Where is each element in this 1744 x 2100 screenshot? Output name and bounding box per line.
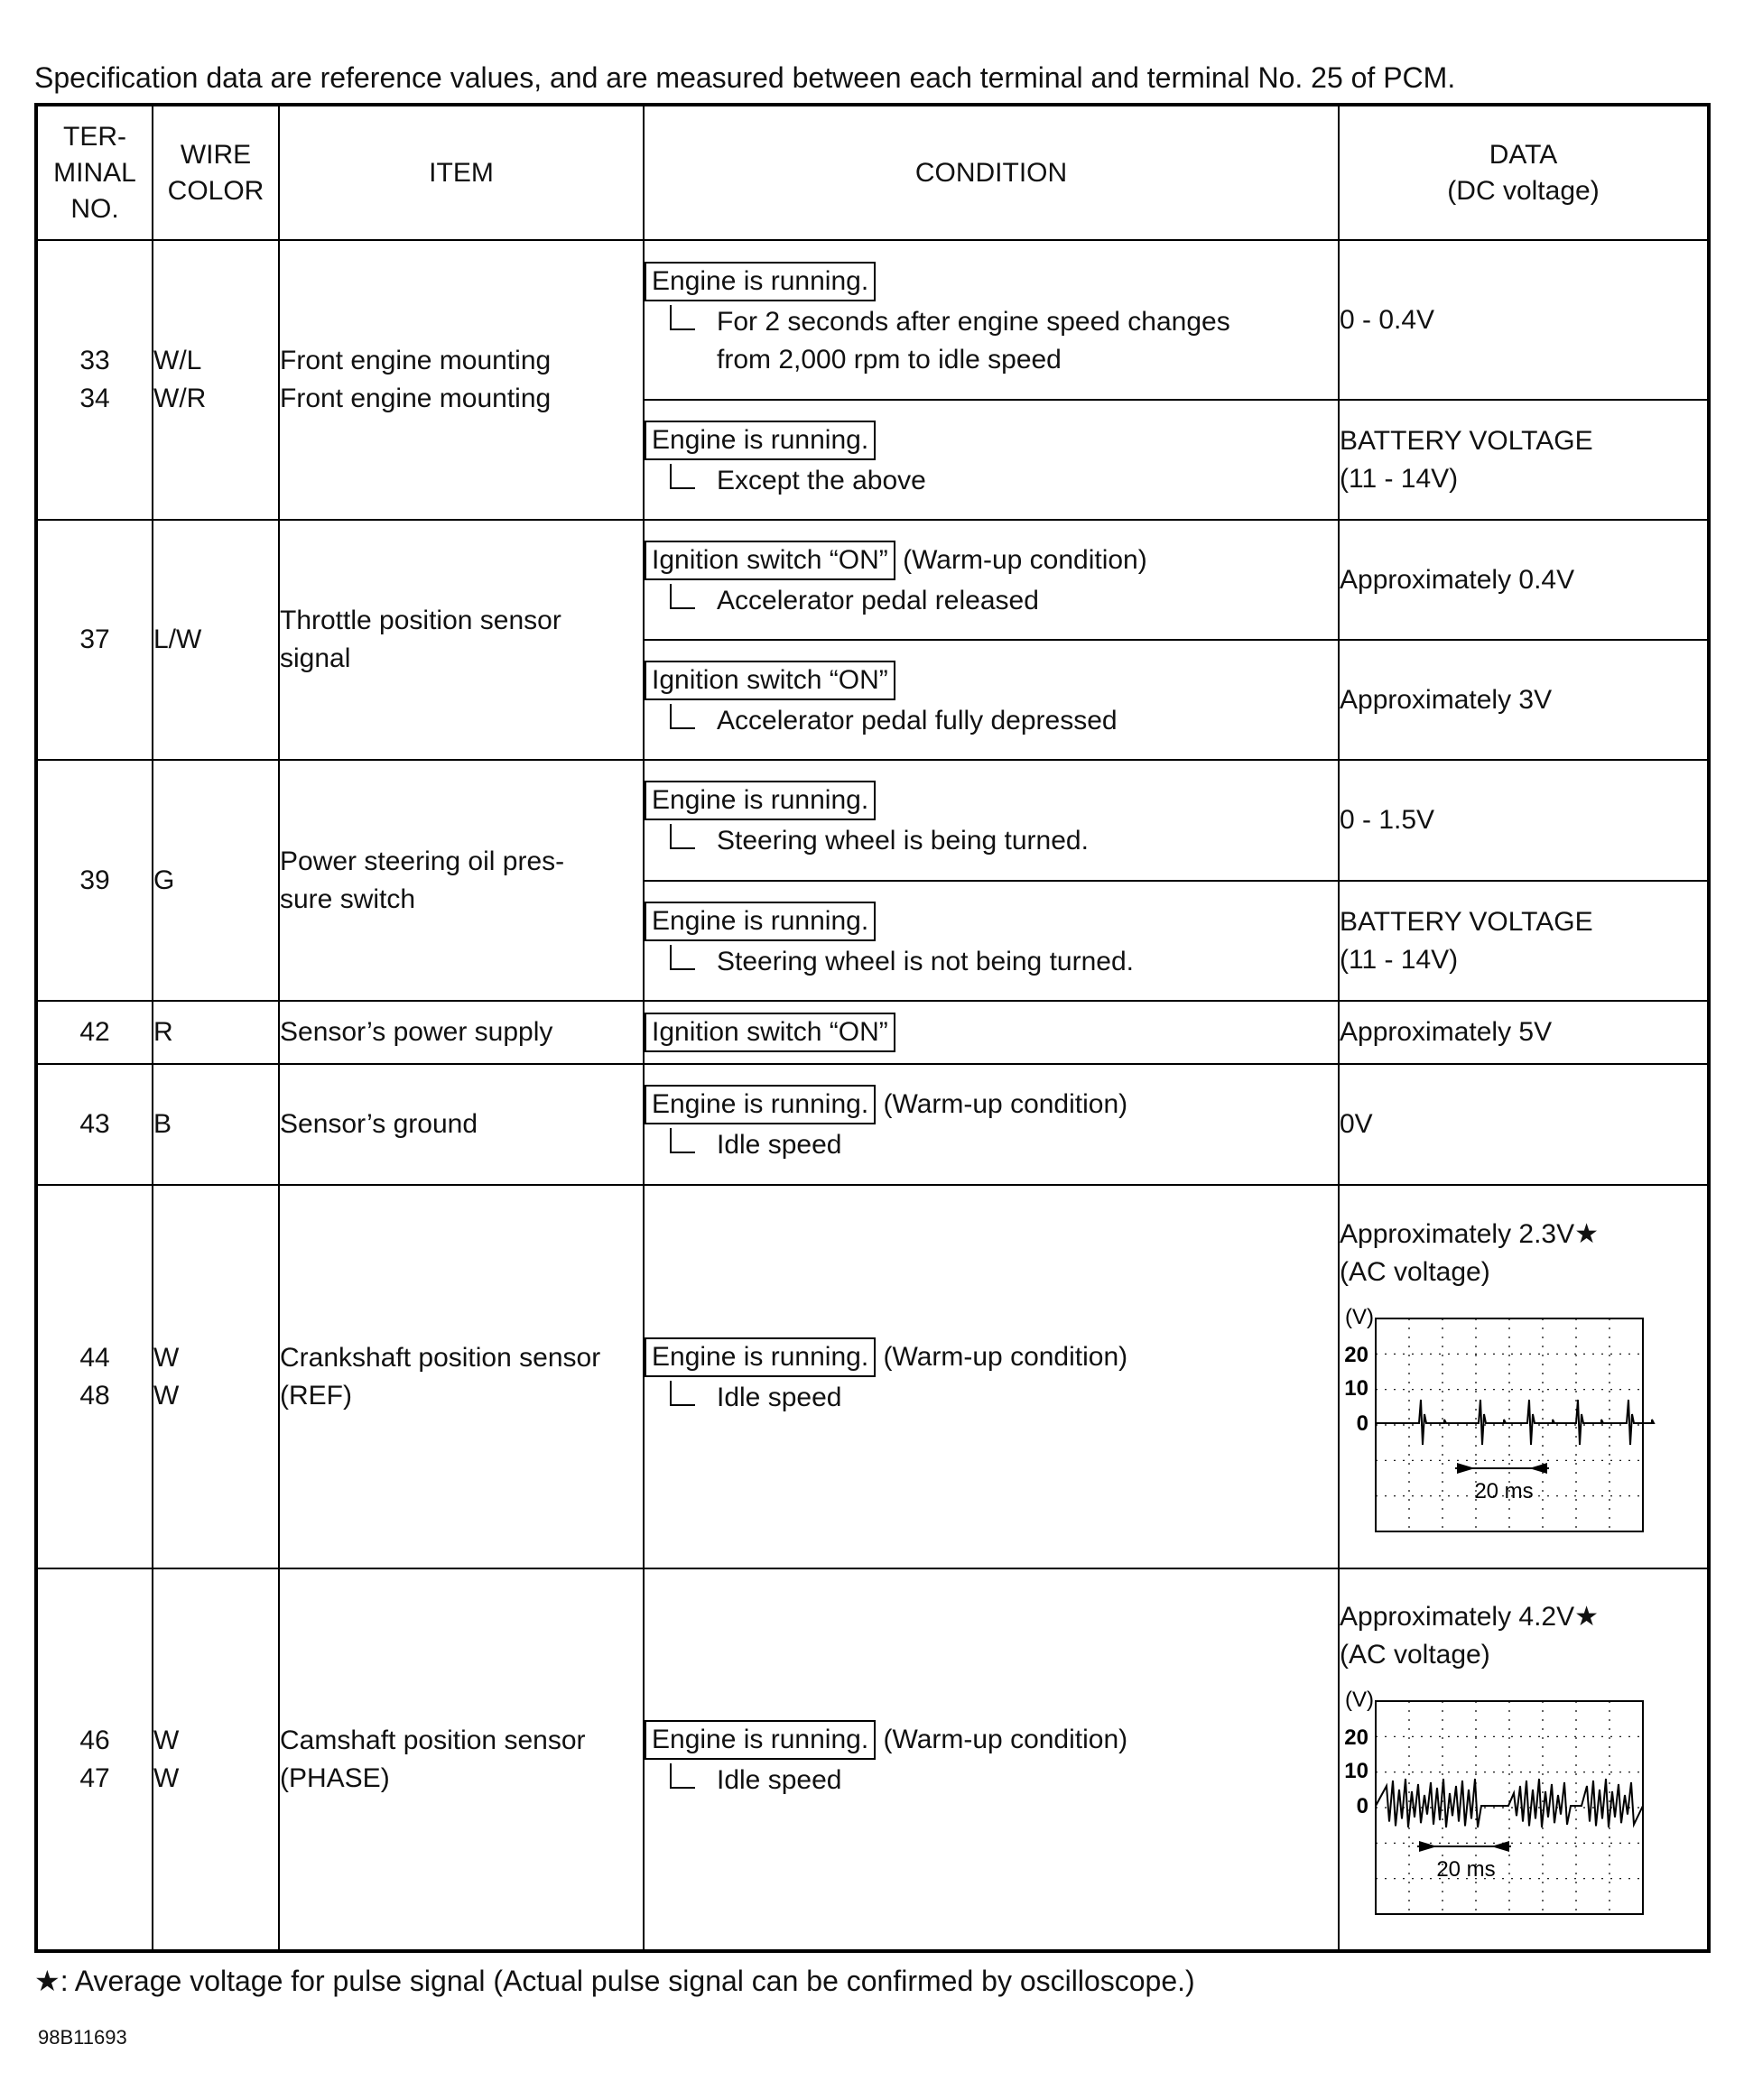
data-cell: Approximately 5V (1339, 1001, 1709, 1064)
data-cell: Approximately 3V (1339, 640, 1709, 760)
item-cell: Power steering oil pres- sure switch (279, 760, 644, 1001)
terminal-cell: 43 (36, 1064, 153, 1185)
item-cell: Sensor’s ground (279, 1064, 644, 1185)
data-cell: 0 - 0.4V (1339, 240, 1709, 400)
condition-note: (Warm-up condition) (903, 544, 1147, 575)
condition-cell: Engine is running. (Warm-up condition) Idle speed (644, 1568, 1339, 1951)
table-row (36, 520, 1709, 640)
condition-note: (Warm-up condition) (883, 1341, 1128, 1372)
data-cell: Approximately 2.3V★ (AC voltage) (V) 20 10 0 20 ms (1339, 1185, 1709, 1568)
footnote: ★: Average voltage for pulse signal (Actual pulse signal can be confirmed by oscilloscope.) (34, 1965, 1195, 1997)
condition-cell: Engine is running. (Warm-up condition) Idle speed (644, 1064, 1339, 1185)
branch-elbow-icon (670, 305, 695, 330)
condition-box: Engine is running. (645, 262, 876, 301)
condition-box: Engine is running. (645, 1085, 876, 1124)
wire-cell: R (153, 1001, 279, 1064)
branch-elbow-icon (670, 704, 695, 729)
condition-box: Engine is running. (645, 421, 876, 460)
header-condition: CONDITION (644, 105, 1339, 240)
header-data: DATA (DC voltage) (1339, 105, 1709, 240)
branch-elbow-icon (670, 1763, 695, 1789)
table-row (36, 760, 1709, 881)
wire-cell: W W (153, 1185, 279, 1568)
condition-cell: Engine is running. Steering wheel is not being turned. (644, 881, 1339, 1001)
scope-tick: 10 (1344, 1375, 1368, 1401)
condition-cell (644, 1001, 1339, 1064)
branch-elbow-icon (670, 464, 695, 489)
terminal-cell: 33 34 (36, 240, 153, 520)
branch-elbow-icon (670, 1128, 695, 1153)
condition-cell: Engine is running. (Warm-up condition) Idle speed (644, 1185, 1339, 1568)
terminal-cell: 42 (36, 1001, 153, 1064)
scope-waveform (1376, 1400, 1654, 1445)
item-cell: Throttle position sensor signal (279, 520, 644, 760)
table-row (36, 1001, 1709, 1064)
condition-box: Ignition switch “ON” (645, 1013, 895, 1052)
table-row (36, 240, 1709, 400)
terminal-spec-table (34, 103, 1711, 1953)
terminal-cell: 46 47 (36, 1568, 153, 1951)
scope-time-label: 20 ms (1436, 1856, 1496, 1882)
data-cell: Approximately 0.4V (1339, 520, 1709, 640)
data-cell: 0V (1339, 1064, 1709, 1185)
scope-unit: (V) (1345, 1304, 1374, 1329)
data-cell: Approximately 4.2V★ (AC voltage) (V) 20 10 0 20 ms (1339, 1568, 1709, 1951)
condition-note: (Warm-up condition) (883, 1724, 1128, 1754)
oscilloscope-phase (1340, 1687, 1656, 1921)
wire-cell: W/L W/R (153, 240, 279, 520)
header-terminal: TER- MINAL NO. (36, 105, 153, 240)
arrow-right-icon (1457, 1463, 1475, 1474)
wire-cell: W W (153, 1568, 279, 1951)
scope-tick: 0 (1356, 1411, 1368, 1436)
scope-tick: 20 (1344, 1342, 1368, 1367)
item-cell: Front engine mounting Front engine mounting (279, 240, 644, 520)
data-cell: BATTERY VOLTAGE (11 - 14V) (1339, 400, 1709, 520)
branch-elbow-icon (670, 1381, 695, 1406)
condition-cell: Engine is running. Except the above (644, 400, 1339, 520)
data-cell: 0 - 1.5V (1339, 760, 1709, 881)
terminal-cell: 39 (36, 760, 153, 1001)
header-item: ITEM (279, 105, 644, 240)
scope-unit: (V) (1345, 1687, 1374, 1712)
intro-text: Specification data are reference values, and are measured between each terminal and terminal No. 25 of PCM. (34, 61, 1456, 94)
condition-box: Engine is running. (645, 781, 876, 820)
item-cell: Camshaft position sensor (PHASE) (279, 1568, 644, 1951)
condition-box: Engine is running. (645, 1337, 876, 1377)
scope-time-label: 20 ms (1474, 1478, 1534, 1503)
item-cell: Sensor’s power supply (279, 1001, 644, 1064)
condition-note: (Warm-up condition) (883, 1089, 1128, 1119)
wire-cell: L/W (153, 520, 279, 760)
wire-cell: G (153, 760, 279, 1001)
table-row (36, 1185, 1709, 1568)
scope-tick: 20 (1344, 1725, 1368, 1750)
header-wire-color: WIRE COLOR (153, 105, 279, 240)
condition-cell: Engine is running. Steering wheel is being turned. (644, 760, 1339, 881)
condition-box: Ignition switch “ON” (645, 661, 895, 700)
scope-tick: 10 (1344, 1758, 1368, 1783)
wire-cell: B (153, 1064, 279, 1185)
terminal-cell: 44 48 (36, 1185, 153, 1568)
branch-elbow-icon (670, 824, 695, 849)
condition-cell: Ignition switch “ON” (Warm-up condition) Accelerator pedal released (644, 520, 1339, 640)
table-row (36, 1568, 1709, 1951)
terminal-cell: 37 (36, 520, 153, 760)
condition-box: Engine is running. (645, 1720, 876, 1760)
table-row (36, 1064, 1709, 1185)
oscilloscope-ref (1340, 1304, 1656, 1539)
figure-code: 98B11693 (38, 2026, 127, 2049)
arrow-left-icon (1529, 1463, 1547, 1474)
data-cell: BATTERY VOLTAGE (11 - 14V) (1339, 881, 1709, 1001)
branch-elbow-icon (670, 584, 695, 609)
condition-box: Ignition switch “ON” (645, 541, 895, 580)
item-cell: Crankshaft position sensor (REF) (279, 1185, 644, 1568)
arrow-right-icon (1419, 1841, 1437, 1852)
condition-cell: Ignition switch “ON” Accelerator pedal fully depressed (644, 640, 1339, 760)
condition-cell: Engine is running. For 2 seconds after engine speed changes from 2,000 rpm to idle speed (644, 240, 1339, 400)
condition-box: Engine is running. (645, 902, 876, 941)
scope-tick: 0 (1356, 1793, 1368, 1818)
branch-elbow-icon (670, 945, 695, 970)
header-row (36, 105, 1709, 240)
